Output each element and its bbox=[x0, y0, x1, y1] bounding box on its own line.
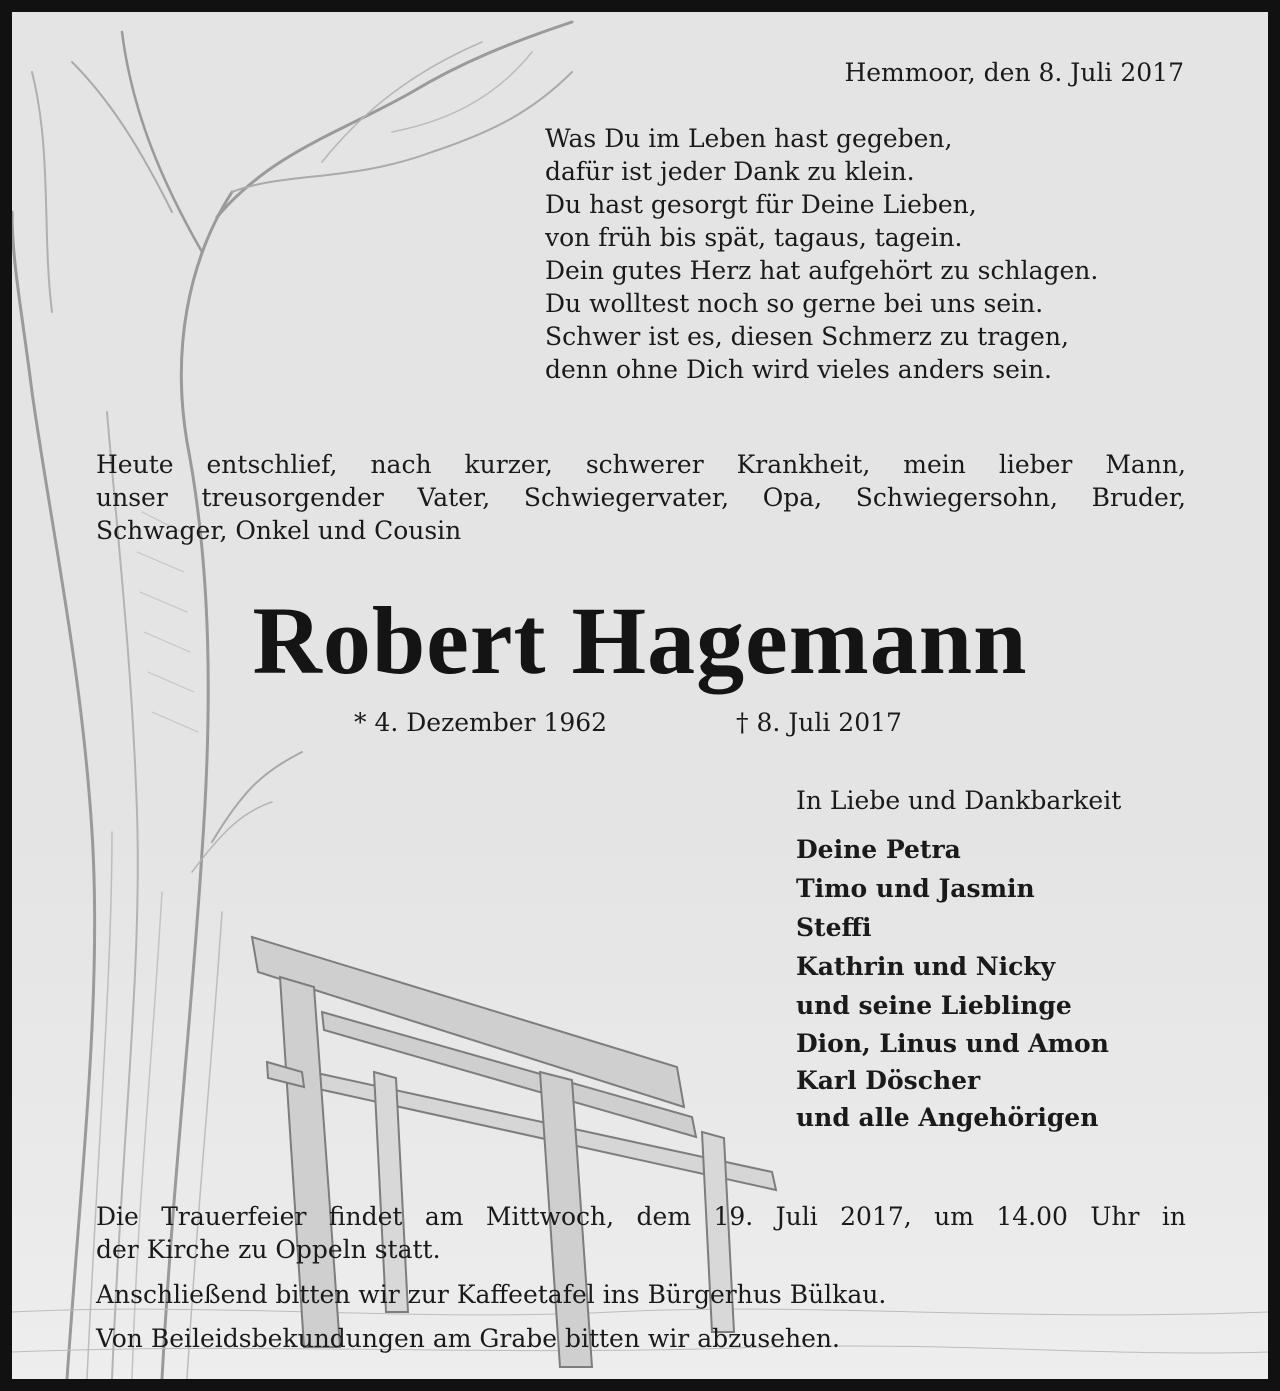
funeral-line: Die Trauerfeier findet am Mittwoch, dem 19. Juli 2017, um 14.00 Uhr in bbox=[96, 1202, 1186, 1231]
place-and-date: Hemmoor, den 8. Juli 2017 bbox=[844, 58, 1184, 87]
poem-line: Dein gutes Herz hat aufgehört zu schlagen. bbox=[545, 256, 1099, 285]
announcement-line: unser treusorgender Vater, Schwiegervater, Opa, Schwiegersohn, Bruder, bbox=[96, 483, 1186, 512]
mourners-list bbox=[796, 830, 1109, 1136]
mourner: Timo und Jasmin bbox=[796, 874, 1035, 903]
death-date: † 8. Juli 2017 bbox=[736, 708, 902, 737]
birth-date: * 4. Dezember 1962 bbox=[354, 708, 608, 737]
family-intro: In Liebe und Dankbarkeit bbox=[796, 786, 1122, 815]
poem-line: Schwer ist es, diesen Schmerz zu tragen, bbox=[545, 322, 1069, 351]
funeral-information bbox=[96, 1200, 1186, 1355]
funeral-line: der Kirche zu Oppeln statt. bbox=[96, 1235, 441, 1264]
mourner: Deine Petra bbox=[796, 835, 961, 864]
reception-note: Anschließend bitten wir zur Kaffeetafel ins Bürgerhus Bülkau. bbox=[96, 1280, 887, 1309]
mourner: Karl Döscher bbox=[796, 1066, 981, 1095]
funeral-details bbox=[96, 1200, 1186, 1266]
poem-line: Du wolltest noch so gerne bei uns sein. bbox=[545, 289, 1044, 318]
poem-line: von früh bis spät, tagaus, tagein. bbox=[545, 223, 963, 252]
deceased-name: Robert Hagemann bbox=[252, 587, 1028, 694]
mourner: und seine Lieblinge bbox=[796, 991, 1072, 1020]
condolence-note: Von Beileidsbekundungen am Grabe bitten wir abzusehen. bbox=[96, 1324, 840, 1353]
poem-line: Was Du im Leben hast gegeben, bbox=[545, 124, 953, 153]
mourner: Dion, Linus und Amon bbox=[796, 1029, 1109, 1058]
poem-line: Du hast gesorgt für Deine Lieben, bbox=[545, 190, 977, 219]
mourner: Steffi bbox=[796, 913, 872, 942]
memorial-poem bbox=[545, 122, 1098, 386]
announcement-line: Heute entschlief, nach kurzer, schwerer Krankheit, mein lieber Mann, bbox=[96, 450, 1186, 479]
announcement-text bbox=[96, 448, 1186, 547]
mourner: und alle Angehörigen bbox=[796, 1103, 1099, 1132]
announcement-line: Schwager, Onkel und Cousin bbox=[96, 516, 462, 545]
poem-line: denn ohne Dich wird vieles anders sein. bbox=[545, 355, 1053, 384]
poem-line: dafür ist jeder Dank zu klein. bbox=[545, 157, 915, 186]
mourner: Kathrin und Nicky bbox=[796, 952, 1056, 981]
